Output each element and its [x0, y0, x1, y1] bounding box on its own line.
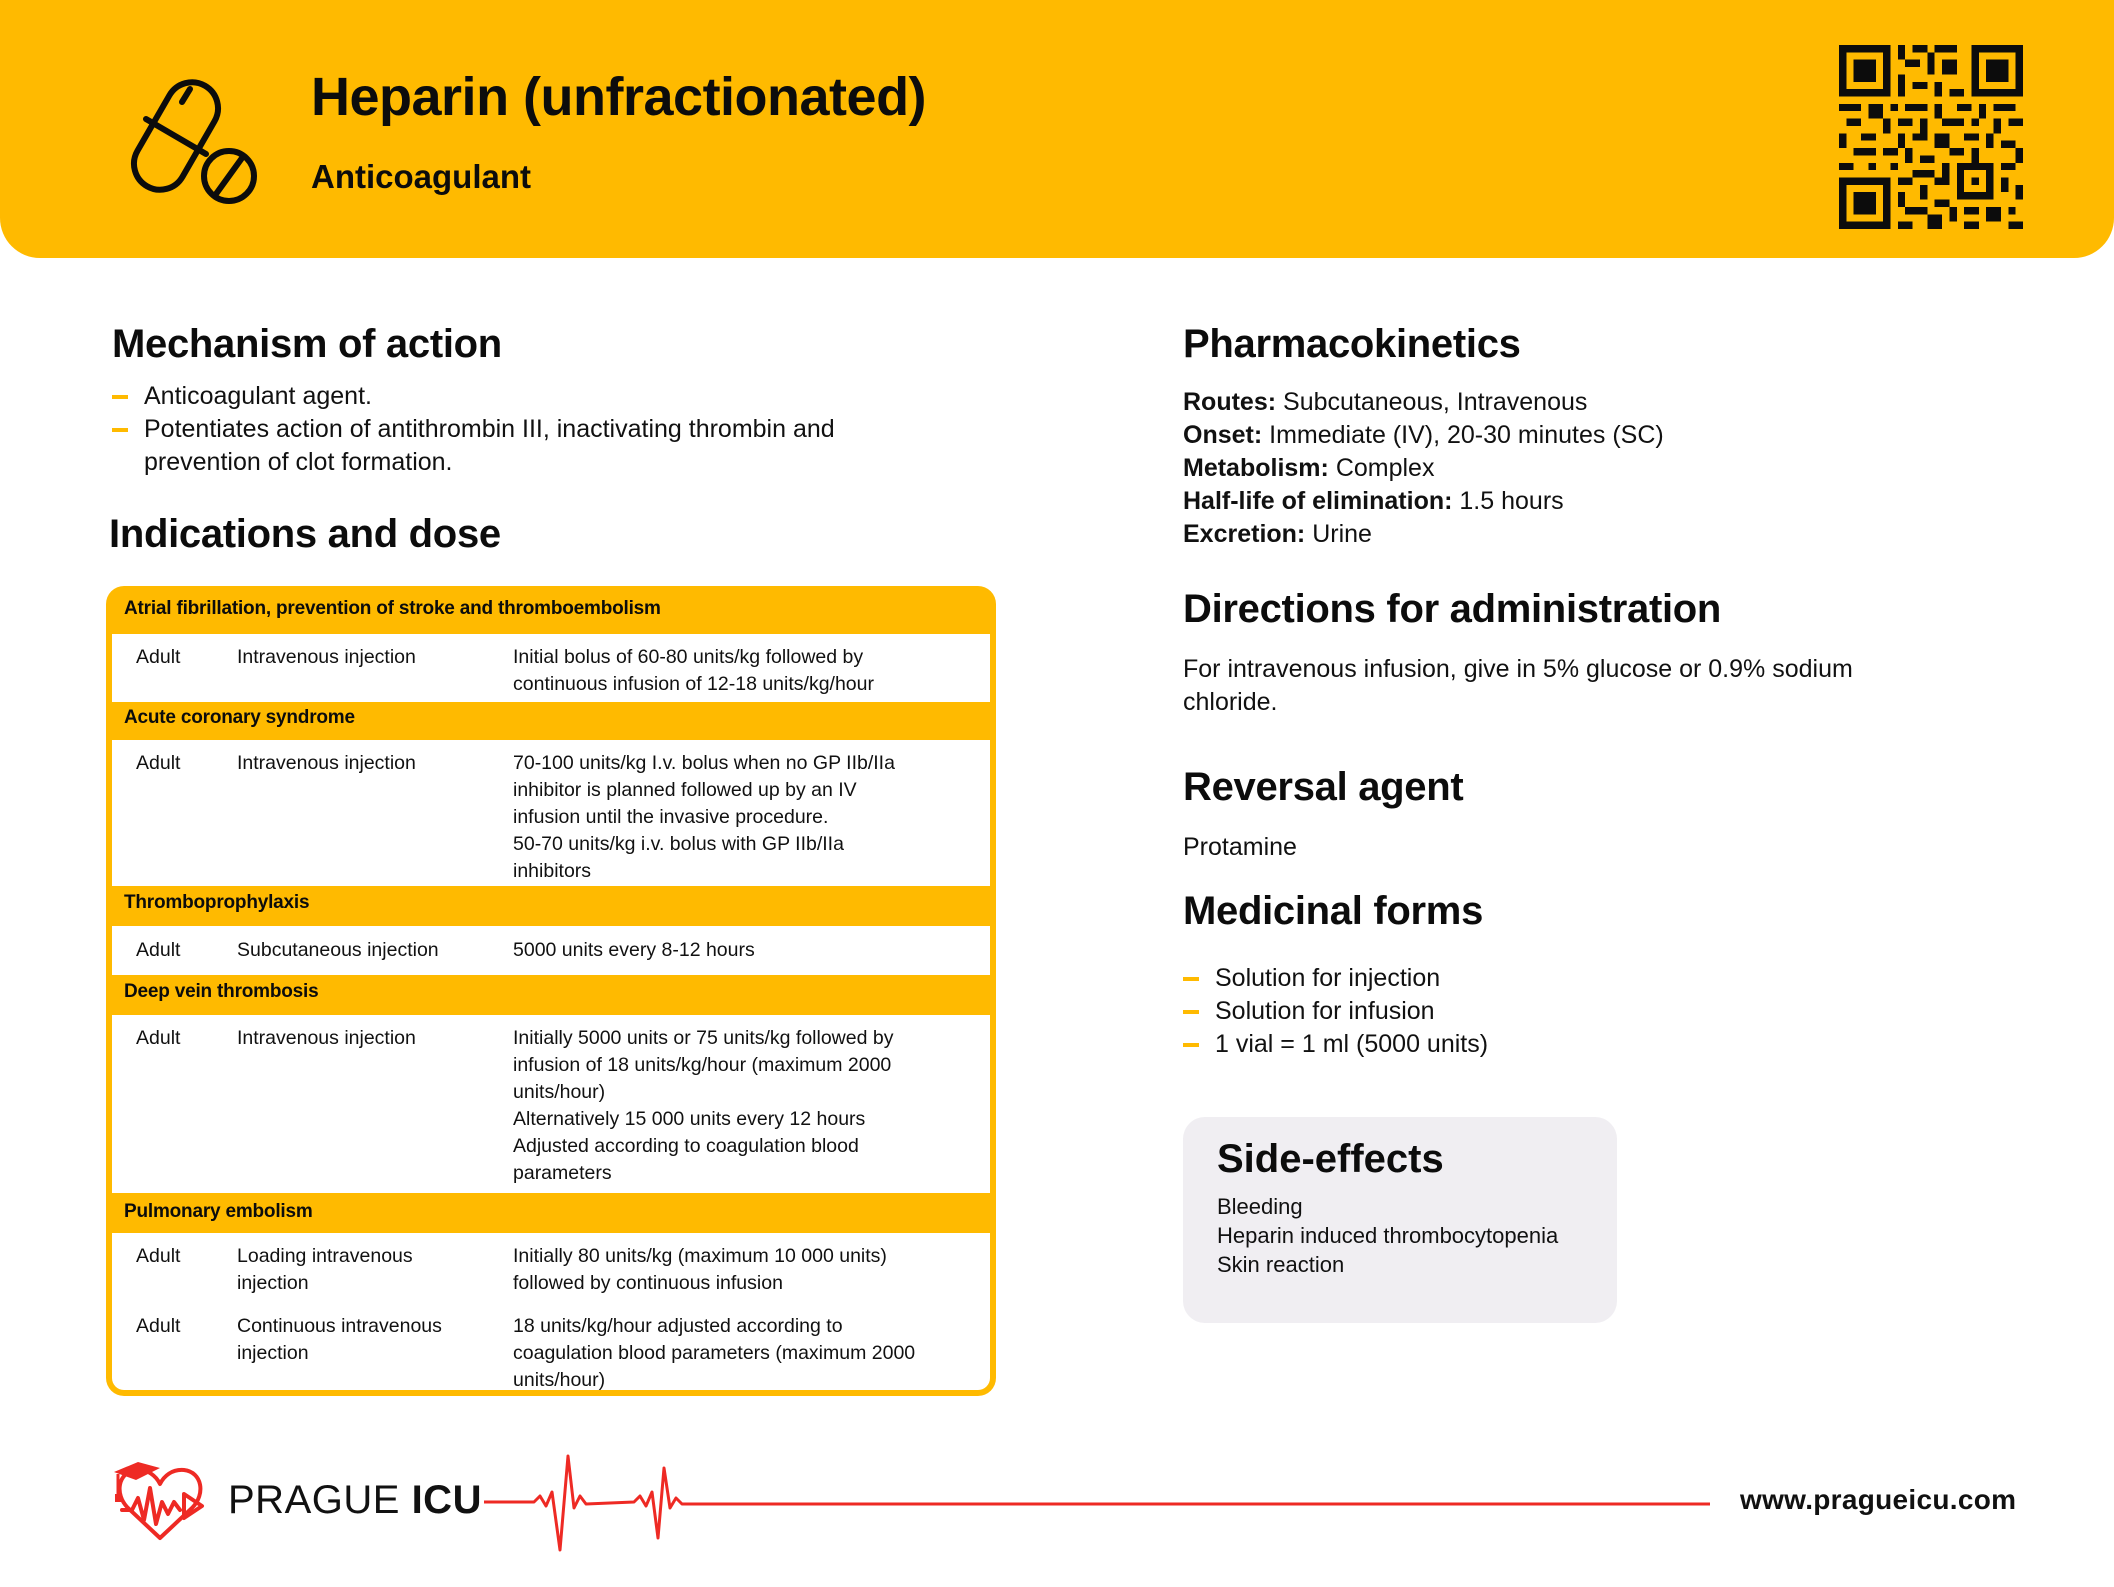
dose-cell: 5000 units every 8-12 hours	[513, 939, 755, 961]
dash-bullet-icon	[1183, 1043, 1199, 1047]
age-cell: Adult	[136, 646, 181, 668]
mechanism-item: Anticoagulant agent.	[112, 380, 932, 413]
indication-header: Acute coronary syndrome	[124, 707, 355, 728]
indication-body	[112, 1015, 990, 1193]
dose-row	[112, 1023, 990, 1191]
dose-row	[112, 1311, 990, 1398]
route-cell: Intravenous injection	[237, 752, 416, 774]
mechanism-list	[112, 380, 932, 479]
dose-cell: 70-100 units/kg I.v. bolus when no GP IIb/IIa inhibitor is planned followed up by an IV infusion until the invasive procedure. 50-70 units/kg i.v. bolus with GP IIb/IIa inhibitors	[513, 752, 895, 882]
side-effect-item: Skin reaction	[1217, 1252, 1345, 1277]
indication-body	[112, 926, 990, 975]
dose-cell: Initially 5000 units or 75 units/kg followed by infusion of 18 units/kg/hour (maximum 2000 units/hour) Alternatively 15 000 units every 12 hours Adjusted according to coagulation blood parameters	[513, 1027, 894, 1184]
reversal-agent-value: Protamine	[1183, 833, 1297, 861]
route-cell: Loading intravenous injection	[237, 1245, 413, 1294]
indication-header: Thromboprophylaxis	[124, 892, 310, 913]
indication-body	[112, 1233, 990, 1390]
dose-cell: 18 units/kg/hour adjusted according to coagulation blood parameters (maximum 2000 units/hour)	[513, 1315, 916, 1391]
mechanism-item: Potentiates action of antithrombin III, inactivating thrombin and	[112, 413, 932, 446]
pk-metabolism: Metabolism: Complex	[1183, 454, 1435, 482]
form-item: Solution for injection	[1183, 962, 1488, 995]
dose-row	[112, 642, 990, 702]
age-cell: Adult	[136, 752, 181, 774]
dash-bullet-icon	[1183, 1010, 1199, 1014]
reversal-heading: Reversal agent	[1183, 765, 1464, 809]
dose-row	[112, 748, 990, 889]
pill-capsule-icon	[118, 72, 268, 212]
pk-onset: Onset: Immediate (IV), 20-30 minutes (SC)	[1183, 421, 1664, 449]
header-banner	[0, 0, 2114, 258]
indications-heading: Indications and dose	[109, 512, 501, 556]
dash-bullet-icon	[1183, 977, 1199, 981]
medicinal-forms-list	[1183, 962, 1488, 1061]
route-cell: Subcutaneous injection	[237, 939, 439, 961]
route-cell: Intravenous injection	[237, 646, 416, 668]
age-cell: Adult	[136, 1315, 181, 1337]
dash-bullet-icon	[112, 428, 128, 432]
indication-body	[112, 634, 990, 702]
route-cell: Intravenous injection	[237, 1027, 416, 1049]
side-effect-item: Bleeding	[1217, 1194, 1303, 1219]
medicinal-forms-heading: Medicinal forms	[1183, 889, 1484, 933]
form-item: Solution for infusion	[1183, 995, 1488, 1028]
age-cell: Adult	[136, 1027, 181, 1049]
pk-excretion: Excretion: Urine	[1183, 520, 1372, 548]
drug-class: Anticoagulant	[311, 158, 531, 195]
mechanism-item-continued: prevention of clot formation.	[144, 448, 453, 476]
side-effects-heading: Side-effects	[1217, 1137, 1444, 1181]
prague-icu-brand: PRAGUE ICU	[228, 1478, 482, 1522]
indication-header: Atrial fibrillation, prevention of stroke and thromboembolism	[124, 598, 661, 619]
prague-icu-heart-logo-icon	[108, 1458, 212, 1544]
ecg-heartbeat-line-icon	[484, 1452, 1710, 1552]
drug-title: Heparin (unfractionated)	[311, 67, 927, 127]
mechanism-heading: Mechanism of action	[112, 322, 502, 366]
route-cell: Continuous intravenous injection	[237, 1315, 442, 1364]
pharmacokinetics-heading: Pharmacokinetics	[1183, 322, 1521, 366]
dose-cell: Initial bolus of 60-80 units/kg followed by continuous infusion of 12-18 units/kg/hour	[513, 646, 874, 695]
side-effects-box	[1183, 1117, 1617, 1323]
side-effect-item: Heparin induced thrombocytopenia	[1217, 1223, 1559, 1248]
pk-half-life: Half-life of elimination: 1.5 hours	[1183, 487, 1564, 515]
age-cell: Adult	[136, 939, 181, 961]
dash-bullet-icon	[112, 395, 128, 399]
indication-body	[112, 740, 990, 886]
pk-routes: Routes: Subcutaneous, Intravenous	[1183, 388, 1588, 416]
indications-dose-table	[106, 586, 996, 1396]
website-link[interactable]: www.pragueicu.com	[1740, 1484, 2017, 1515]
indication-header: Deep vein thrombosis	[124, 981, 319, 1002]
form-item: 1 vial = 1 ml (5000 units)	[1183, 1028, 1488, 1061]
age-cell: Adult	[136, 1245, 181, 1267]
pharmacokinetics-list	[1183, 386, 1664, 551]
dose-cell: Initially 80 units/kg (maximum 10 000 units) followed by continuous infusion	[513, 1245, 887, 1294]
directions-text: For intravenous infusion, give in 5% glucose or 0.9% sodium chloride.	[1183, 655, 1853, 716]
qr-code[interactable]	[1838, 45, 2024, 229]
indication-header: Pulmonary embolism	[124, 1201, 313, 1222]
dose-row	[112, 935, 990, 968]
dose-row	[112, 1241, 990, 1301]
directions-heading: Directions for administration	[1183, 587, 1722, 631]
